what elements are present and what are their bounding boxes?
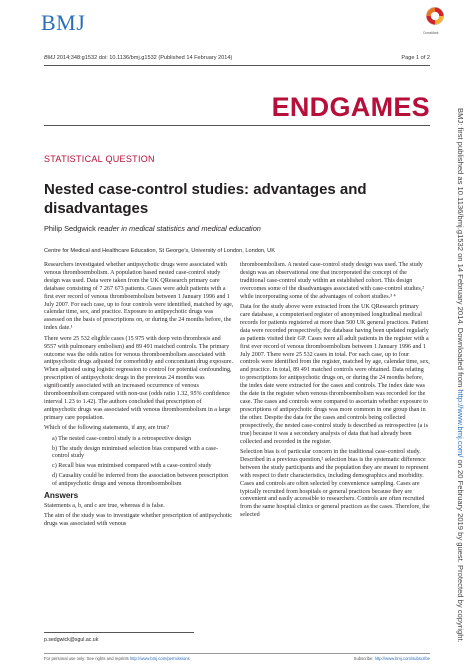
footer-rights-text: For personal use only: See rights and reprints [44,656,130,661]
subscribe-link[interactable]: http://www.bmj.com/subscribe [374,656,430,661]
question-item: b) The study design minimised selection bias compared with a case-control study [52,445,219,460]
author-affiliation: Centre for Medical and Healthcare Education, St George’s, University of London, London, UK [44,248,275,254]
banner-divider [44,125,430,126]
question-item: d) Causality could be inferred from the association between prescription of antipsychotic drugs and venous thromboembolism [52,472,229,487]
permissions-link[interactable]: http://www.bmj.com/permissions [129,656,190,661]
paragraph: Which of the following statements, if any, are true? [44,425,170,432]
question-item: a) The nested case-control study is a retrospective design [52,435,191,442]
paragraph: Researchers investigated whether antipsychotic drugs were associated with venous thromboembolism. A population based nested case-control study design was used. Data were taken from the UK QResearch primary care database consisting of 7 267 673 patients. Cases were adult patients with a first ever record of venous thromboembolism between 1 January 1996 and 1 July 2007. For each case, up to four controls were identified, matched by age, calendar time, sex, and practice. Exposure to antipsychotic drugs was assessed on the basis of prescriptions on, or during the 24 months before, the index date.¹ [44,262,234,332]
endgames-banner: ENDGAMES [271,92,430,122]
sidebar-notice [456,108,465,643]
author-line [44,224,261,233]
sidebar-suffix: on 20 February 2019 by guest. Protected by copyright. [456,457,465,643]
section-label: STATISTICAL QUESTION [44,154,155,164]
paragraph: thromboembolism. A nested case-control study design was used. The study design was an observational one that incorporated the concept of the traditional case-control study within an established cohort. This design overcomes some of the disadvantages associated with case-control studies,² while incorporating some of the advantages of cohort studies.³ ⁴ [240,262,425,300]
paragraph: Data for the study above were extracted from the UK QResearch primary care database, a computerised register of anonymised longitudinal medical records for patients registered at more than 500 UK general practices. Patient data were recorded prospectively, the database having been updated regularly as patients visited their GP. Cases were all adult patients in the register with a first ever record of venous thromboembolism between 1 January 1996 and 1 July 2007. There were 25 532 cases in total. For each case, up to four controls were identified from the register, matched by age, calendar time, sex, and practice. In total, 89 491 matched controls were obtained. Data relating to prescriptions for antipsychotic drugs on, or during the 24 months before, the index date were extracted for the cases and controls. The index date was the date in the register when venous thromboembolism was recorded for the case. The cases and controls were compared to ascertain whether exposure to prescriptions of antipsychotic drugs was more common in one group than in the other. Despite the data for the cases and controls being collected prospectively, the nested case-control study is described as retrospective (a is true) because it was a secondary analysis of data that had already been collected and recorded in the register. [240,304,430,445]
footer-rights [44,656,190,661]
body-column-left [44,262,234,531]
author-name: Philip Sedgwick [44,224,96,233]
crossmark-label: CrossMark [423,31,439,35]
paragraph: There were 25 532 eligible cases (15 975 with deep vein thrombosis and 9557 with pulmonary embolism) and 89 491 matched controls. The primary outcome was the odds ratios for venous thromboembolism associated with antipsychotic drugs adjusted for comorbidity and concomitant drug exposure. When adjusted using logistic regression to control for potential confounding, prescription of antipsychotic drugs in the previous 24 months was significantly associated with an increased occurrence of venous thromboembolism compared with non-use (odds ratio 1.32, 95% confidence interval 1.23 to 1.42). The authors concluded that prescription of antipsychotic drugs was associated with venous thromboembolism in a large primary care population. [44,335,234,421]
citation-details: 2014;348:g1532 doi: 10.1136/bmj.g1532 (Published 14 February 2014) [55,55,233,61]
paragraph: Statements a, b, and c are true, whereas d is false. [44,502,165,509]
page-footer [44,653,430,663]
author-role: reader in medical statistics and medical education [97,224,261,233]
header-divider [44,65,430,66]
question-list [44,436,234,489]
page-number: Page 1 of 2 [401,55,430,61]
citation-line [44,55,232,61]
bmj-logo: BMJ [41,10,86,35]
article-title: Nested case-control studies: advantages and disadvantages [44,181,367,217]
citation-journal: BMJ [44,55,56,61]
bmj-site-link[interactable]: http://www.bmj.com/ [456,389,465,458]
footer-subscribe [354,656,430,661]
footer-subscribe-text: Subscribe: [353,656,375,661]
download-sidebar [452,108,466,648]
sidebar-prefix: BMJ: first published as 10.1136/bmj.g1532 on 14 February 2014. Downloaded from [456,108,465,390]
body-column-right [240,262,430,523]
question-item: c) Recall bias was minimised compared with a case-control study [52,463,212,470]
paragraph: The aim of the study was to investigate whether prescription of antipsychotic drugs was associated with venous [44,513,233,527]
answers-heading: Answers [44,490,79,500]
email-divider [44,632,194,633]
crossmark-icon[interactable] [425,6,445,32]
author-email[interactable]: p.sedgwick@sgul.ac.uk [44,637,99,643]
paragraph: Selection bias is of particular concern in the traditional case-control study. Described in a previous question,² selection bias is the systematic difference between the study participants and the population they are meant to represent with respect to their characteristics, including demographics and morbidity. Cases and controls are often selected by convenience sampling. Cases are typically recruited from hospitals or general practices because they are convenient and easily accessible to researchers. Controls are often recruited from the same hospital clinics or general practices as the cases. Therefore, the selected [240,449,430,519]
